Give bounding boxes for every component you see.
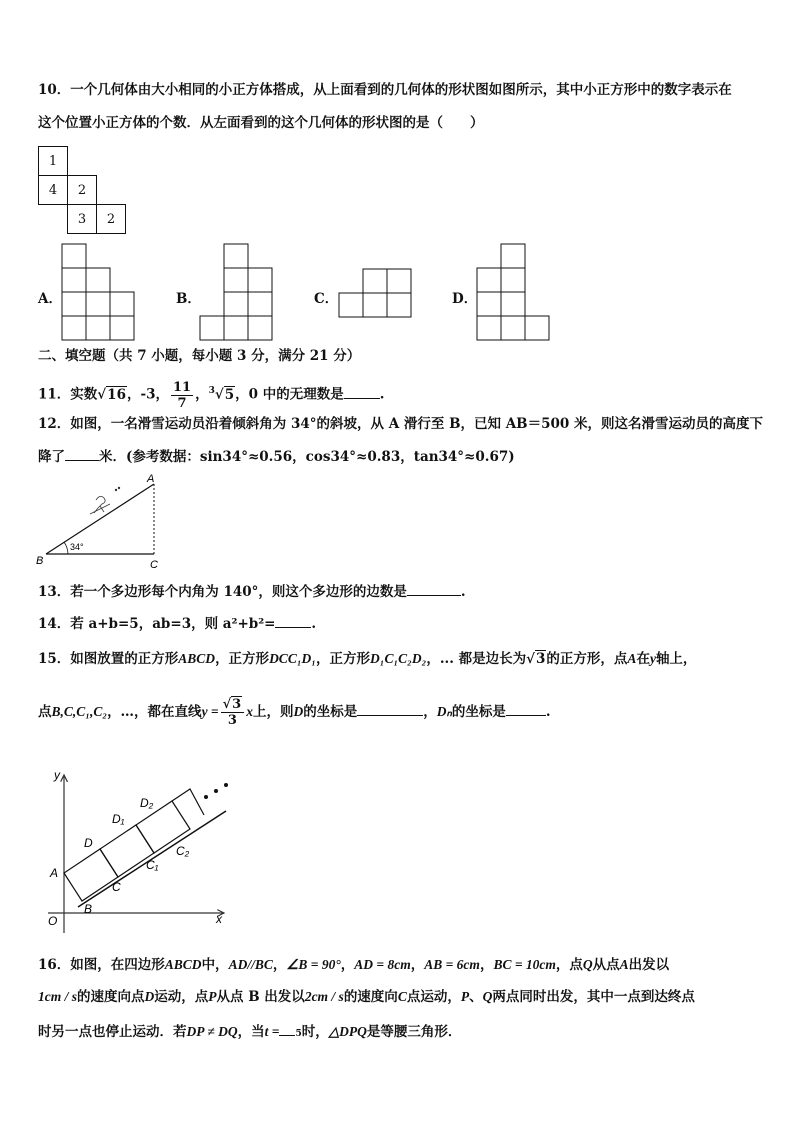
q16-text: 中， [201, 957, 229, 973]
label-A: A [50, 866, 59, 880]
q16-text: 的速度向 [343, 989, 398, 1005]
label-C2: C₂ [176, 844, 190, 858]
sqrt-symbol: √ [97, 386, 107, 403]
q15-text: 的正方形，点 [546, 651, 628, 667]
q15-text: ，... 都是边长为 [426, 651, 527, 667]
q13-text: 13．若一个多边形每个内角为 140°，则这个多边形的边数是 [38, 584, 407, 600]
dot-icon [224, 783, 228, 787]
dot-icon [214, 789, 218, 793]
label-A: A [147, 473, 155, 485]
q16-text: 两点同时出发，其中一点到达终点 [492, 989, 695, 1005]
label-C: C [150, 559, 158, 571]
q11-end: . [379, 386, 385, 403]
q11-fraction [171, 380, 193, 411]
q15-eq-x: x [246, 704, 253, 719]
q15-text: ， [423, 704, 437, 720]
q10-line1: 10．一个几何体由大小相同的小正方体搭成，从上面看到的几何体的形状图如图所示，其中小正方形中的数字表示在 [38, 82, 732, 98]
q15-square-dcc1d1: DCC₁D₁ [269, 651, 316, 666]
frac-den: 7 [177, 395, 187, 411]
q16-point-a: A [619, 957, 629, 972]
label-D2: D₂ [140, 796, 154, 810]
q16-triangle: △DPQ [328, 1024, 367, 1039]
option-c-label[interactable]: C． [314, 291, 339, 307]
q11-suffix: ，0 中的无理数是 [235, 386, 344, 403]
label-x: x [216, 912, 222, 926]
q15-coordinate-figure [38, 765, 238, 937]
sqrt-symbol: √ [214, 386, 224, 403]
q12-line2 [38, 446, 515, 467]
q15-answer-blank-2[interactable] [506, 701, 546, 716]
q14-text: 14．若 a+b=5，ab=3，则 a²+b²= [38, 616, 276, 632]
q15-point-dn: Dₙ [436, 704, 452, 719]
q16-cond-bc: BC = 10cm [493, 957, 556, 972]
q15-text: 在 [636, 651, 650, 667]
q15-text: 上，则 [252, 704, 294, 720]
q15-text: 的坐标是 [303, 704, 358, 720]
label-O: O [48, 914, 58, 928]
q16-line2 [38, 987, 695, 1007]
q14 [38, 613, 316, 634]
q13 [38, 581, 466, 602]
q14-end: . [311, 616, 317, 632]
q16-text: 的速度向点 [77, 989, 145, 1005]
q16-cond-angle: ∠B = 90° [286, 957, 341, 972]
q16-speed1: 1cm / s [38, 989, 77, 1004]
q16-speed2: 2cm / s [304, 989, 344, 1004]
q12-line2-a: 降了 [38, 449, 65, 465]
option-a-figure[interactable] [60, 242, 140, 344]
q15-answer-blank-1[interactable] [357, 701, 423, 716]
frac-num: 11 [172, 379, 192, 395]
q13-end: . [460, 584, 466, 600]
q16-t-eq: t = [264, 1024, 280, 1039]
angle-arc [64, 542, 68, 554]
label-C: C [112, 880, 121, 894]
label-y: y [54, 768, 60, 782]
q16-line3 [38, 1021, 461, 1044]
q10-top-view-figure [38, 146, 128, 234]
q15-square-d1c1c2d2: D₁C₁C₂D₂ [369, 651, 427, 666]
q16-text: 出发以 [628, 957, 670, 973]
q15-line2 [38, 697, 551, 728]
q16-point-p: P [208, 989, 217, 1004]
q15-axis-y: y [649, 651, 656, 666]
q16-text: ， [272, 957, 287, 973]
q16-text: 时另一点也停止运动．若 [38, 1024, 187, 1040]
sqrt-symbol: √ [526, 651, 536, 667]
q11-prefix: 11．实数 [38, 386, 98, 403]
q11-sqrt-arg: 16 [107, 386, 126, 403]
option-d-label[interactable]: D． [452, 291, 478, 307]
q15-points: B,C,C₁,C₂ [51, 704, 108, 719]
q16-text: 是等腰三角形． [366, 1024, 462, 1040]
slope-ab [46, 484, 154, 554]
q16-text: 点运动， [406, 989, 461, 1005]
q11-cbrt-index: 3 [208, 386, 215, 396]
option-c-figure[interactable] [337, 267, 417, 323]
q10-line2: 这个位置小正方体的个数．从左面看到的这个几何体的形状图的是（ ） [38, 115, 484, 131]
q12-answer-blank[interactable] [65, 446, 99, 461]
option-b-label[interactable]: B． [176, 291, 201, 307]
q15-text: 的坐标是 [451, 704, 506, 720]
option-b-figure[interactable] [198, 242, 278, 344]
q15-text: ，…，都在直线 [107, 704, 202, 720]
q12-line2-b: 米．(参考数据：sin34°≈0.56，cos34°≈0.83，tan34°≈0.67) [99, 449, 515, 465]
square-abcd [64, 849, 118, 901]
q12-slope-figure [34, 472, 174, 572]
q16-text: 16．如图，在四边形 [38, 957, 165, 973]
top-cell: 1 [38, 146, 68, 176]
q16-text: ，点 [555, 957, 583, 973]
q16-text: ，当 [237, 1024, 265, 1040]
q16-text: 从点 B 出发以 [216, 989, 305, 1005]
q15-text: 点 [38, 704, 52, 720]
q15-square-abcd: ABCD [178, 651, 216, 666]
q15-eq-fraction [221, 697, 245, 728]
label-D1: D₁ [112, 812, 125, 826]
q16-point-p2: P [460, 989, 470, 1004]
q15-eq-y: y = [201, 704, 219, 719]
q15-text: ，正方形 [315, 651, 370, 667]
label-B: B [84, 902, 93, 916]
q15-text: ，正方形 [215, 651, 270, 667]
frac-num: √3 [221, 697, 245, 713]
option-a-label[interactable]: A． [38, 291, 62, 307]
q16-point-c: C [397, 989, 407, 1004]
q13-answer-blank[interactable] [407, 581, 461, 596]
label-D: D [84, 836, 93, 850]
q15-text: 15．如图放置的正方形 [38, 651, 179, 667]
q11-answer-blank[interactable] [344, 384, 380, 399]
q16-text: 从点 [592, 957, 620, 973]
q15-point-a: A [627, 651, 637, 666]
q16-cond-parallel: AD//BC [228, 957, 273, 972]
q16-t-value: 5 [295, 1029, 302, 1039]
q16-line1: 16．如图，在四边形ABCD中，AD//BC，∠B = 90°，AD = 8cm，AB = 6cm，BC = 10cm，点Q从点A出发以 [38, 957, 670, 973]
q12-line1: 12．如图，一名滑雪运动员沿着倾斜角为 34°的斜坡，从 A 滑行至 B，已知 AB＝500 米，则这名滑雪运动员的高度下 [38, 416, 763, 432]
top-cell: 3 [67, 204, 97, 234]
skier-icon [90, 487, 120, 514]
q16-point-d: D [144, 989, 155, 1004]
frac-den: 3 [227, 713, 237, 728]
label-C1: C₁ [146, 858, 159, 872]
label-B: B [36, 555, 44, 567]
q11-cbrt-arg: 5 [224, 386, 235, 403]
q15-text: 轴上， [655, 651, 697, 667]
q16-answer-blank[interactable] [279, 1021, 295, 1036]
label-angle: 34° [70, 542, 84, 552]
dot-icon [204, 795, 208, 799]
q15-point-d: D [293, 704, 304, 719]
q16-ineq: DP ≠ DQ [186, 1024, 238, 1039]
q16-cond-ad: AD = 8cm [354, 957, 411, 972]
top-cell: 2 [96, 204, 126, 234]
top-cell: 4 [38, 175, 68, 205]
q11: 11．实数√16，-3， $\frac{11}{7}$ ，$^3$√5，0 中的无理数是 . [38, 379, 385, 411]
q16-point-q2: Q [482, 989, 493, 1004]
section-header: 二、填空题（共 7 小题，每小题 3 分，满分 21 分） [38, 348, 361, 364]
frac-num-value: 3 [232, 697, 242, 712]
q16-quad: ABCD [164, 957, 202, 972]
q16-cond-ab: AB = 6cm [424, 957, 480, 972]
square-partial [172, 789, 204, 815]
q16-text: 时， [301, 1024, 329, 1040]
option-d-figure[interactable] [475, 242, 555, 344]
q15-line1 [38, 647, 696, 671]
q16-text: 、 [469, 989, 483, 1005]
top-cell: 2 [67, 175, 97, 205]
q14-answer-blank[interactable] [275, 613, 311, 628]
q16-point-q: Q [582, 957, 593, 972]
q15-side-sqrt: 3 [536, 651, 546, 667]
q16-text: 运动，点 [154, 989, 209, 1005]
q15-end: . [545, 704, 551, 720]
q11-neg3: ，-3， [126, 386, 169, 403]
